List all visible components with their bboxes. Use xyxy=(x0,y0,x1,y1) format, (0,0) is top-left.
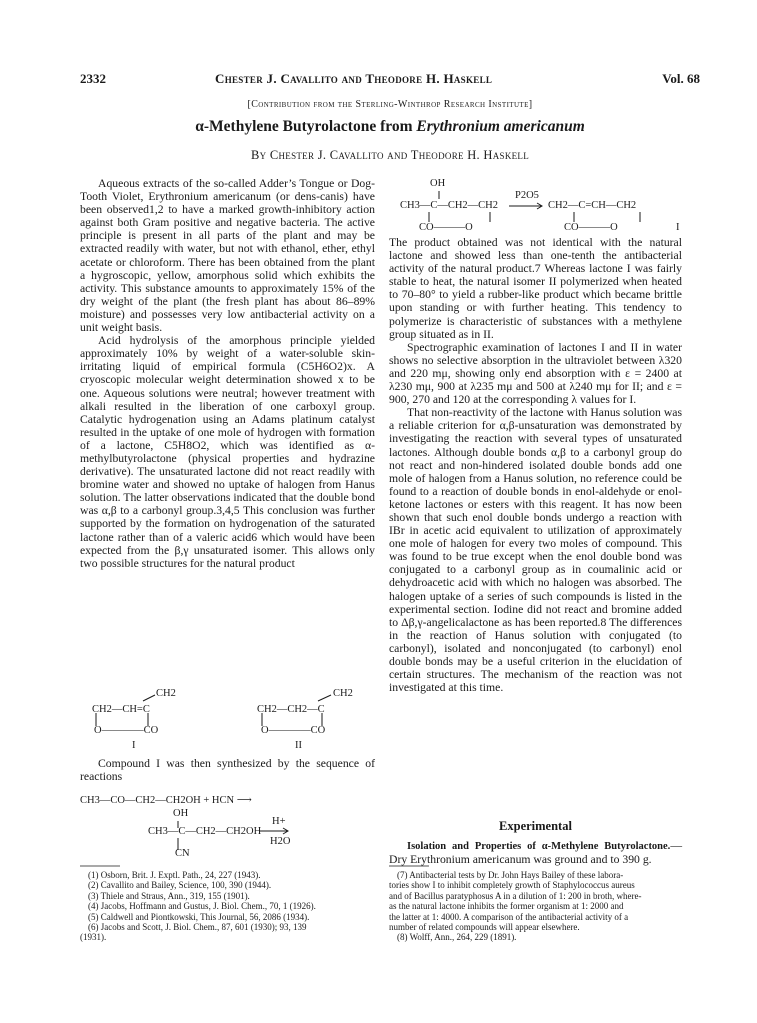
footnote-8: (8) Wolff, Ann., 264, 229 (1891). xyxy=(397,932,517,943)
dehydration-reactant: CH3—C—CH2—CH2 xyxy=(400,200,499,211)
volume-number: Vol. 68 xyxy=(662,71,700,86)
paragraph-spectra: Spectrographic examination of lactones I and II in water shows no selective absorption in the ultraviolet between λ320 and 220 mμ, showing only end absorption with ε = 2400 at λ230 mμ, 900 at λ235 mμ and 500 at λ240 mμ for II; and ε = 900, 270 and 120 at the corresponding λ values for I. xyxy=(389,340,682,407)
footnote-1: (1) Osborn, Brit. J. Exptl. Path., 24, 227 (1943). xyxy=(88,870,261,880)
footnote-6-cont: (1931). xyxy=(80,932,107,943)
contribution-line: [Contribution from the Sterling-Winthrop Research Institute] xyxy=(247,99,533,110)
footnote-7: (7) Antibacterial tests by Dr. John Hays Bailey of these labora- xyxy=(397,870,624,880)
structure-two-label: II xyxy=(295,740,302,751)
running-authors: Chester J. Cavallito and Theodore H. Haskell xyxy=(215,71,493,86)
synthesis-acid: H+ xyxy=(272,816,286,827)
experimental-subhead: Isolation and Properties of α-Methylene Butyrolactone. xyxy=(407,841,671,853)
paragraph-hanus: That non-reactivity of the lactone with Hanus solution was a reliable criterion for α,β-unsaturation was demonstrated by investigating the reaction with several types of unsaturated lactones. Although double bonds α,β to a carbonyl group do not react and non-hindered isolated double bonds add one mole of halogen from a Hanus solution, no reference could be found to a reaction of double bonds in enol-aldehyde or enol-ketone lactones or esters with this reagent. It has now been shown that such enol double bonds undergo a reaction with IBr in acetic acid equivalent to utilization of approximately one mole of halogen for every two moles of compound. This was found to be true except when the enol double bond was conjugated to a carbonyl group as in coumalinic acid or dehydroacetic acid with which no halogen was absorbed. The halogen uptake of a series of such compounds is listed in the experimental section. Iodine did not react and bromine added to Δβ,γ-angelicalactone as has been reported.8 The differences in the reaction of Hanus solution with conjugated (to carbonyl), isolated and nonconjugated (to carbonyl) enol double bonds may be a useful criterion in the elucidation of certain structures. The mechanism of the reaction was not investigated at this time. xyxy=(389,406,682,695)
paragraph-product: The product obtained was not identical with the natural lactone and showed less than one-tenth the antibacterial activity of the natural product.7 Whereas lactone I was fairly stable to heat, the natural isomer II polymerized when heated to 70–80° to yield a rubber-like product which became brittle upon standing or with further heating. This tendency to polymerize is characteristic of substances with a methylene group situated as in II. xyxy=(389,236,682,341)
footnotes-left xyxy=(80,870,378,943)
footnote-7-line-4: as the natural lactone inhibits the former organism at 1: 2000 and xyxy=(389,901,624,912)
synthesis-water: H2O xyxy=(270,836,291,847)
dehydration-product-label: I xyxy=(676,222,680,233)
footnote-2: (2) Cavallito and Bailey, Science, 100, 390 (1944). xyxy=(88,880,272,891)
synthesis-intermediate: CH3—C—CH2—CH2OH xyxy=(148,826,262,837)
structure-one-methylene: CH2 xyxy=(156,688,176,699)
paragraph-synthesis: Compound I was then synthesized by the sequence of reactions xyxy=(80,757,375,784)
footnote-6: (6) Jacobs and Scott, J. Biol. Chem., 87, 601 (1930); 93, 139 xyxy=(88,922,307,933)
paragraph-intro: Aqueous extracts of the so-called Adder’s Tongue or Dog-Tooth Violet, Erythronium americanum (or dens-canis) have been observed1,2 to have a marked growth-inhibitory action against both Gram positive and negative bacteria. The active principle is present in all parts of the plant and may be extracted readily with water, but not with ethanol, ether, ethyl acetate or chloroform. There has been obtained from the plant a hygroscopic, yellow, amorphous solid which exhibits the activity. This substance amounts to approximately 15% of the dry weight of the plant (the fresh plant has about 86–89% moisture) and possesses very low antibacterial activity on a unit weight basis. xyxy=(80,177,375,335)
footnote-3: (3) Thiele and Straus, Ann., 319, 155 (1901). xyxy=(88,890,250,901)
byline: By Chester J. Cavallito and Theodore H. Haskell xyxy=(250,148,530,162)
experimental-subhead-text: —Dry Erythronium americanum was ground and to 390 g. xyxy=(389,839,682,867)
dehydration-reagent: P2O5 xyxy=(515,190,539,201)
synthesis-hydroxyl: OH xyxy=(173,808,189,819)
section-title-experimental: Experimental xyxy=(499,819,572,833)
dehydration-product-ring: CO———O xyxy=(564,222,618,233)
structure-one-label: I xyxy=(132,740,136,751)
paragraph-hydrolysis: Acid hydrolysis of the amorphous principle yielded approximately 10% by weight of a water-soluble skin-irritating liquid of empirical formula (C5H6O2)x. A cryoscopic molecular weight determination showed x to be one. Aqueous solutions were neutral; however treatment with alkali resulted in the liberation of one carboxyl group. Catalytic hydrogenation using an Adams platinum catalyst resulted in the uptake of one mole of hydrogen with formation of a lactone, C5H8O2, which was identified as α-methylbutyrolactone (physical properties and hydrazine derivative). The unsaturated lactone did not react readily with bromine water and showed no uptake of halogen from Hanus solution. The latter observations indicated that the double bond was α,β to a carbonyl group.3,4,5 This conclusion was further supported by the formation on hydrogenation of the saturated lactone rather than of a valeric acid6 which would have been expected from the β,γ unsaturated isomer. This allows only two possible structures for the natural product xyxy=(80,334,375,570)
structure-two-ring: O————CO xyxy=(261,725,326,736)
footnote-7-line-5: the latter at 1: 4000. A comparison of the antibacterial activity of a xyxy=(389,911,629,922)
dehydration-hydroxyl: OH xyxy=(430,178,446,189)
page-number: 2332 xyxy=(80,71,106,86)
footnote-5: (5) Caldwell and Piontkowski, This Journal, 56, 2086 (1934). xyxy=(88,911,310,922)
structure-one-ring: O————CO xyxy=(94,725,159,736)
footnote-7-line-3: and of Bacillus paratyphosus A in a dilution of 1: 200 in broth, where- xyxy=(389,890,642,901)
structure-two-methylene: CH2 xyxy=(333,688,353,699)
dehydration-product: CH2—C=CH—CH2 xyxy=(548,200,637,211)
title-prefix: α-Methylene Butyrolactone from xyxy=(195,118,417,135)
footnote-7-line-6: number of related compounds will appear elsewhere. xyxy=(389,922,580,933)
synthesis-step-one: CH3—CO—CH2—CH2OH + HCN ⟶ xyxy=(80,795,252,806)
footnotes-right xyxy=(389,870,682,943)
dehydration-reactant-ring: CO———O xyxy=(419,222,473,233)
synthesis-cyano: CN xyxy=(175,848,190,859)
title-italic: Erythronium americanum xyxy=(416,118,585,135)
structure-one-chain: CH2—CH=C xyxy=(92,704,150,715)
footnote-4: (4) Jacobs, Hoffmann and Gustus, J. Biol. Chem., 70, 1 (1926). xyxy=(88,901,316,912)
footnote-7-line-2: tories show I to inhibit completely growth of Staphylococcus aureus xyxy=(389,880,635,891)
structure-two-chain: CH2—CH2—C xyxy=(257,704,325,715)
